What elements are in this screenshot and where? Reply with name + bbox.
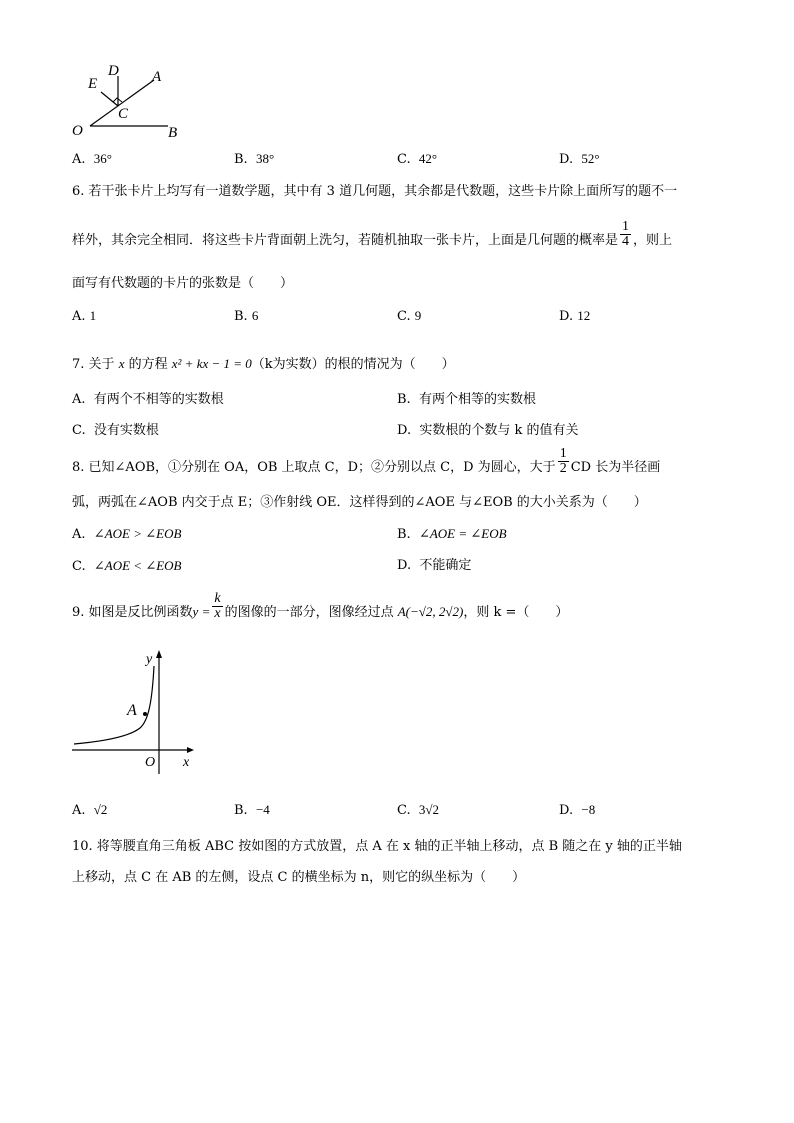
label-c: C <box>118 106 129 122</box>
q8-line-1: 8. 已知∠AOB，①分别在 OA，OB 上取点 C，D；②分别以点 C，D 为圆心，大于 $\frac{1}{2}$ CD 长为半径画 <box>72 446 661 476</box>
point-a <box>143 712 147 716</box>
q10-line-2: 上移动，点 C 在 AB 的左侧，设点 C 的横坐标为 n，则它的纵坐标为（ ） <box>72 870 526 885</box>
label-b: B <box>168 125 178 141</box>
q8-option-b[interactable]: B. ∠AOE = ∠EOB <box>397 526 507 542</box>
q5-option-d[interactable]: D. 52° <box>559 151 600 167</box>
q6-line-2: 样外，其余完全相同．将这些卡片背面朝上洗匀，若随机抽取一张卡片，上面是几何题的概率是 $\frac{1}{4}$ ，则上 <box>72 219 673 249</box>
q7-option-a[interactable]: A. 有两个不相等的实数根 <box>72 392 224 407</box>
q8-line-2: 弧，两弧在∠AOB 内交于点 E；③作射线 OE．这样得到的∠AOE 与∠EOB 的大小关系为（ ） <box>72 495 647 510</box>
y-axis-arrow <box>156 650 162 658</box>
q7-option-c[interactable]: C. 没有实数根 <box>72 423 159 438</box>
q6-option-c[interactable]: C. 9 <box>397 308 422 324</box>
q5-option-a[interactable]: A. 36° <box>72 151 112 167</box>
q9-option-c[interactable]: C. 3√2 <box>397 802 440 818</box>
hyperbola-curve <box>74 666 154 744</box>
q8-fraction: $\frac{1}{2}$ <box>559 446 567 476</box>
q9-option-a[interactable]: A. √2 <box>72 802 108 818</box>
q7-option-d[interactable]: D. 实数根的个数与 k 的值有关 <box>397 423 579 438</box>
angle-figure <box>68 58 193 142</box>
q5-option-c[interactable]: C. 42° <box>397 151 438 167</box>
q8-option-a[interactable]: A. ∠AOE > ∠EOB <box>72 526 182 542</box>
label-x: x <box>183 755 190 770</box>
hyperbola-graph <box>68 644 198 774</box>
q6-option-b[interactable]: B. 6 <box>234 308 259 324</box>
label-o: O <box>145 755 156 770</box>
q9-option-b[interactable]: B. −4 <box>234 802 270 818</box>
label-d: D <box>108 63 119 79</box>
label-o: O <box>72 123 83 139</box>
q6-line-1: 6. 若干张卡片上均写有一道数学题，其中有 3 道几何题，其余都是代数题，这些卡片除上面所写的题不一 <box>72 184 678 199</box>
q5-option-b[interactable]: B. 38° <box>234 151 275 167</box>
q6-line-3: 面写有代数题的卡片的张数是（ ） <box>72 276 294 291</box>
q6-option-d[interactable]: D. 12 <box>559 308 591 324</box>
q7-option-b[interactable]: B. 有两个相等的实数根 <box>397 392 536 407</box>
q6-option-a[interactable]: A. 1 <box>72 308 97 324</box>
q9-stem: 9. 如图是反比例函数y = $\frac{k}{x}$ 的图像的一部分，图像经过点 A(−√2, 2√2)，则 k =（ ） <box>72 591 569 621</box>
q7-stem: 7. 关于 x 的方程 x² + kx − 1 = 0（k为实数）的根的情况为（ ） <box>72 356 455 372</box>
q8-option-d[interactable]: D. 不能确定 <box>397 558 472 573</box>
label-e: E <box>88 76 98 92</box>
q8-option-c[interactable]: C. ∠AOE < ∠EOB <box>72 558 182 574</box>
q9-fraction: $\frac{k}{x}$ <box>214 591 221 621</box>
x-axis-arrow <box>187 747 194 753</box>
q9-option-d[interactable]: D. −8 <box>559 802 596 818</box>
q6-fraction: $\frac{1}{4}$ <box>622 219 630 249</box>
label-y: y <box>146 652 153 667</box>
label-a: A <box>127 702 137 719</box>
q10-line-1: 10. 将等腰直角三角板 ABC 按如图的方式放置，点 A 在 x 轴的正半轴上移动，点 B 随之在 y 轴的正半轴 <box>72 839 682 854</box>
label-a: A <box>152 69 162 85</box>
